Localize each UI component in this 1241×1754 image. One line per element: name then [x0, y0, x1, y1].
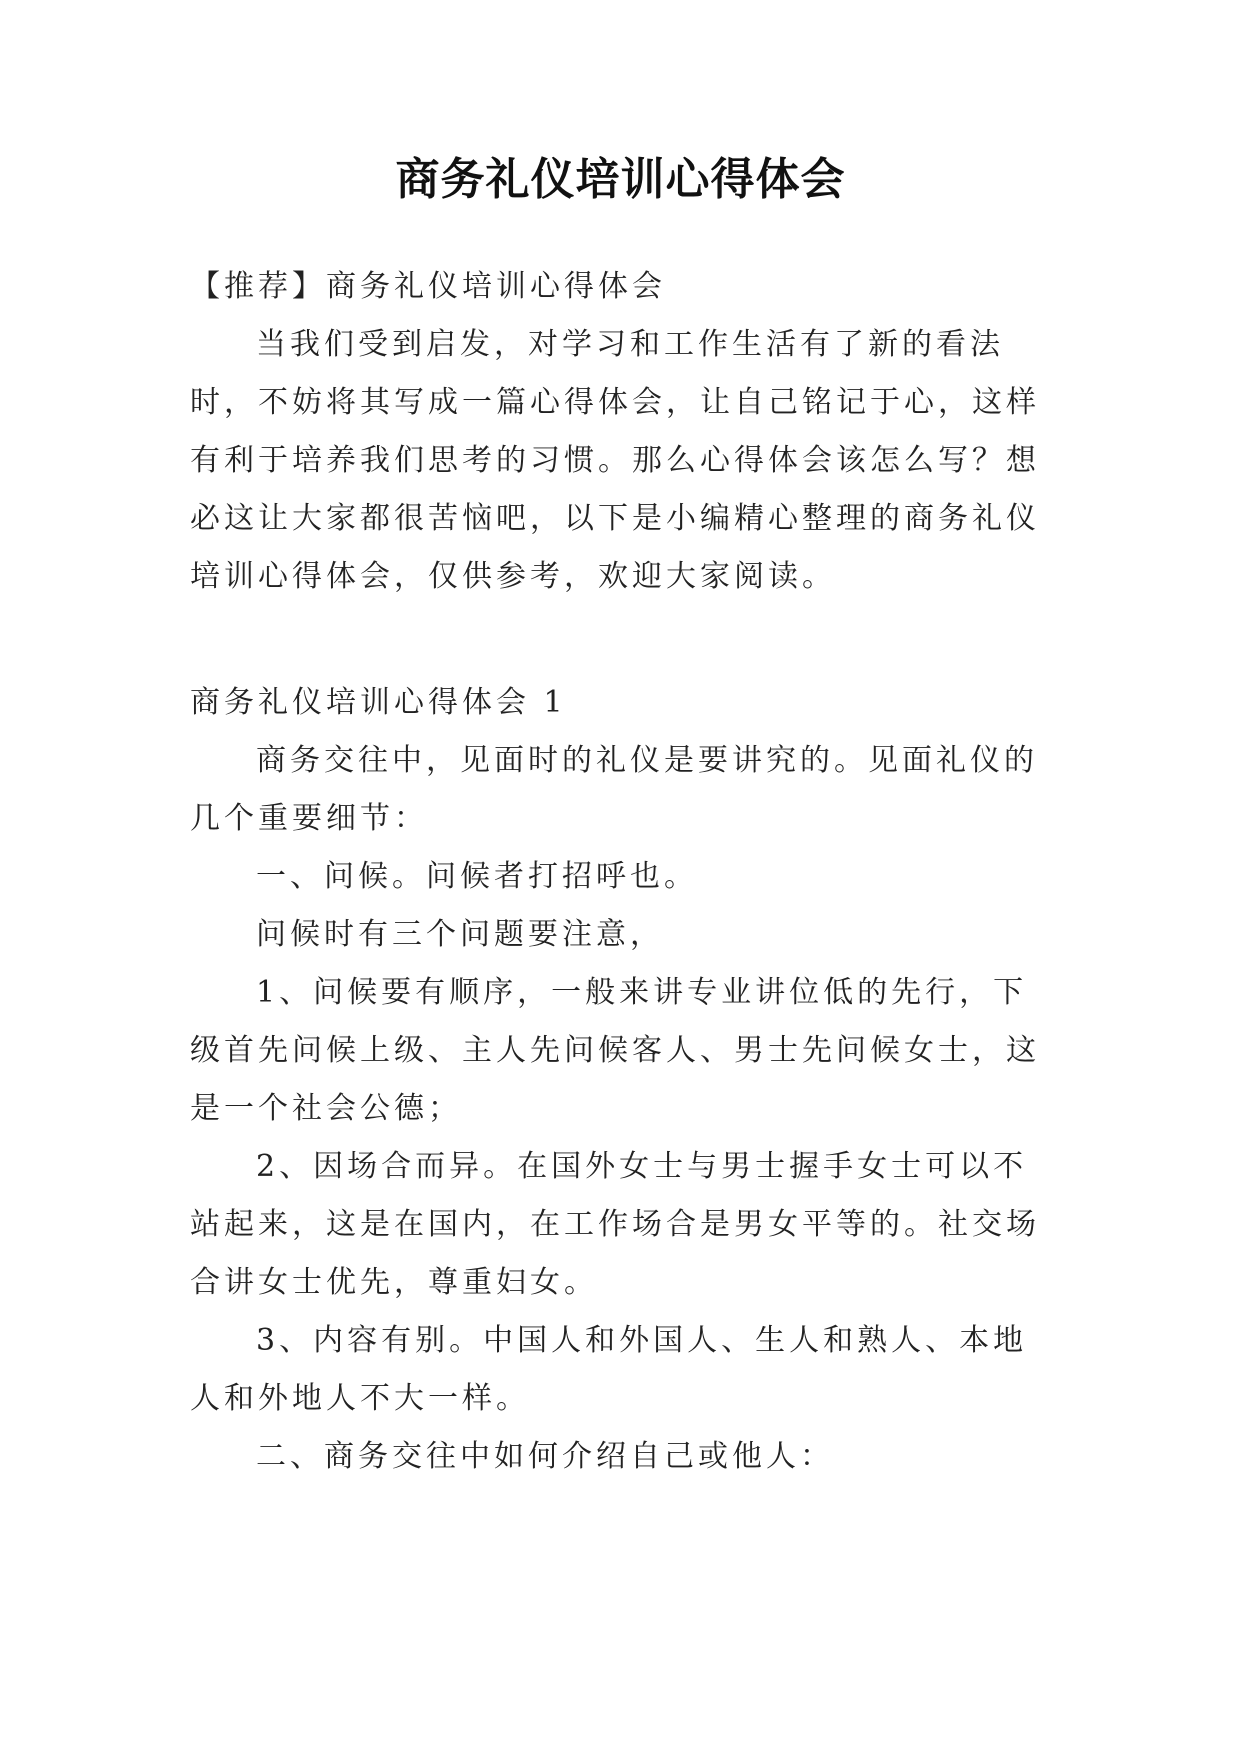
section-block — [190, 674, 1060, 1486]
body-paragraph: 商务交往中，见面时的礼仪是要讲究的。见面礼仪的几个重要细节： — [190, 743, 1038, 836]
body-paragraph: 问候时有三个问题要注意， — [256, 917, 664, 952]
recommend-line: 【推荐】商务礼仪培训心得体会 — [190, 269, 666, 304]
body-paragraph: 二、商务交往中如何介绍自己或他人： — [256, 1439, 834, 1474]
document-title: 商务礼仪培训心得体会 — [395, 154, 846, 205]
intro-paragraph: 当我们受到启发，对学习和工作生活有了新的看法时，不妨将其写成一篇心得体会，让自己铭记于心，这样有利于培养我们思考的习惯。那么心得体会该怎么写？想必这让大家都很苦恼吧，以下是小编精心整理的商务礼仪培训心得体会，仅供参考，欢迎大家阅读。 — [190, 327, 1040, 594]
section-heading: 商务礼仪培训心得体会 1 — [190, 685, 567, 720]
body-paragraph: 3、内容有别。中国人和外国人、生人和熟人、本地人和外地人不大一样。 — [190, 1323, 1028, 1416]
body-paragraph: 2、因场合而异。在国外女士与男士握手女士可以不站起来，这是在国内，在工作场合是男女平等的。社交场合讲女士优先，尊重妇女。 — [190, 1149, 1040, 1300]
intro-block — [190, 258, 1060, 606]
body-paragraph: 一、问候。问候者打招呼也。 — [256, 859, 698, 894]
body-paragraph: 1、问候要有顺序，一般来讲专业讲位低的先行，下级首先问候上级、主人先问候客人、男士先问候女士，这是一个社会公德； — [190, 975, 1040, 1126]
